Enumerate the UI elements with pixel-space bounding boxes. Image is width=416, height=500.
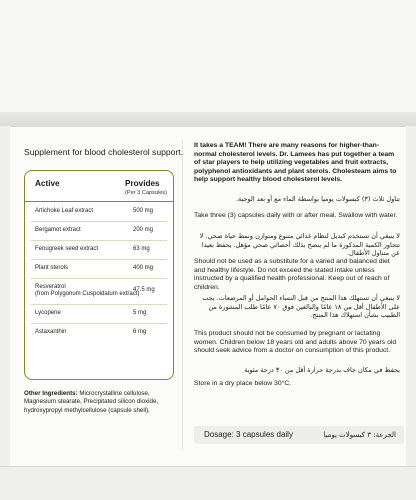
box-right-edge <box>406 126 416 466</box>
col-active-header: Active <box>35 179 60 188</box>
ingredient-amount: 47.5 mg <box>133 287 155 293</box>
dosage-arabic: الجرعة: ٣ كبسولات يوميا <box>323 431 396 439</box>
col-provides-subheader: (Per 3 Capsules) <box>125 190 167 196</box>
ingredient-name: Plant sterols <box>35 265 69 271</box>
ingredient-name: Fenugreek seed extract <box>35 246 99 252</box>
ingredient-source: (from Polygonum Cuspoidatum extract) <box>35 291 140 297</box>
header-divider <box>25 201 173 202</box>
ingredient-name: Resveratrol <box>35 284 66 290</box>
box-bottom-surface <box>0 466 416 500</box>
other-ingredients-label: Other Ingredients: <box>24 390 78 397</box>
other-ingredients-list: Microcrystalline cellulose, Magnesium stearate, Precipitated silicon dioxide, hydroxypropyl methylcellulose (capsule shell). <box>24 390 159 414</box>
pregnancy-english: This product should not be consumed by pregnant or lactating women. Children below 18 years old and adults above 70 years old should seek advice from a doctor on consumption of this product. <box>194 330 397 355</box>
storage-arabic: يحفظ في مكان جاف بدرجة حرارة أقل من ٣٠ درجة مئوية <box>244 366 400 374</box>
ingredient-amount: 63 mg <box>133 246 150 252</box>
ingredient-amount: 400 mg <box>133 265 154 271</box>
other-ingredients <box>24 390 182 415</box>
ingredient-name: Astaxanthin <box>35 329 67 335</box>
ingredient-amount: 500 mg <box>133 208 154 214</box>
ingredient-name: Artichoke Leaf extract <box>35 208 94 214</box>
dosage-english: Dosage: 3 capsules daily <box>204 430 293 439</box>
ingredient-name: Bergamot extract <box>35 227 81 233</box>
dose-english: Take three (3) capsules daily with or after meal. Swallow with water. <box>194 212 398 219</box>
ingredient-amount: 6 mg <box>133 329 147 335</box>
ingredient-name: Lycopene <box>35 310 61 316</box>
row-divider <box>31 259 167 260</box>
intro-paragraph: It takes a TEAM! There are many reasons for higher-than-normal cholesterol levels. Dr. Lamees has put together a team of star players to help utilizing vegetables and fruit extracts, polyphenol antioxidants and plant sterols. Cholesteam aims to help support healthy blood cholesterol levels. <box>194 142 397 184</box>
box-lid-shadow <box>0 112 416 126</box>
row-divider <box>31 323 167 324</box>
ingredient-amount: 200 mg <box>133 227 154 233</box>
pregnancy-arabic: لا ينبغي أن تستهلك هذا المنتج من قبل النساء الحوامل أو المرضعات. يجب على الأطفال أقل من ١٨ عامًا والبالغين فوق ٧٠ عامًا طلب المشورة من الطبيب بشأن استهلاك هذا المنتج. <box>202 294 400 320</box>
box-top-surface <box>0 0 416 118</box>
row-divider <box>31 221 167 222</box>
supplement-title: Supplement for blood cholesterol support. <box>24 147 184 157</box>
row-divider <box>31 304 167 305</box>
column-divider <box>182 140 183 450</box>
warning-english: Should not be used as a substitute for a varied and balanced diet and healthy lifestyle. Do not exceed the stated intake unless instructed by a qualified health professional. Keep out of reach of children. <box>194 258 390 291</box>
col-provides-header: Provides <box>125 179 160 188</box>
dose-arabic: تناول ثلاث (٣) كبسولات يوميا بواسطة الماء مع أو بعد الوجبة. <box>235 195 400 203</box>
supplement-facts-table <box>24 170 174 380</box>
ingredient-amount: 5 mg <box>133 310 147 316</box>
box-left-edge <box>0 126 10 466</box>
dosage-bar <box>194 426 404 444</box>
row-divider <box>31 278 167 279</box>
storage-english: Store in a dry place below 30°C. <box>194 380 292 387</box>
row-divider <box>31 240 167 241</box>
warning-arabic: لا ينبغي أن تستخدم كبديل لنظام غذائي متنوع ومتوازن ونمط حياة صحي. لا تتجاوز الكمية المذكورة ما لم ينصح بذلك أخصائي صحي مؤهل. يحفظ بعيدا عن متناول الأطفال. <box>199 232 400 258</box>
